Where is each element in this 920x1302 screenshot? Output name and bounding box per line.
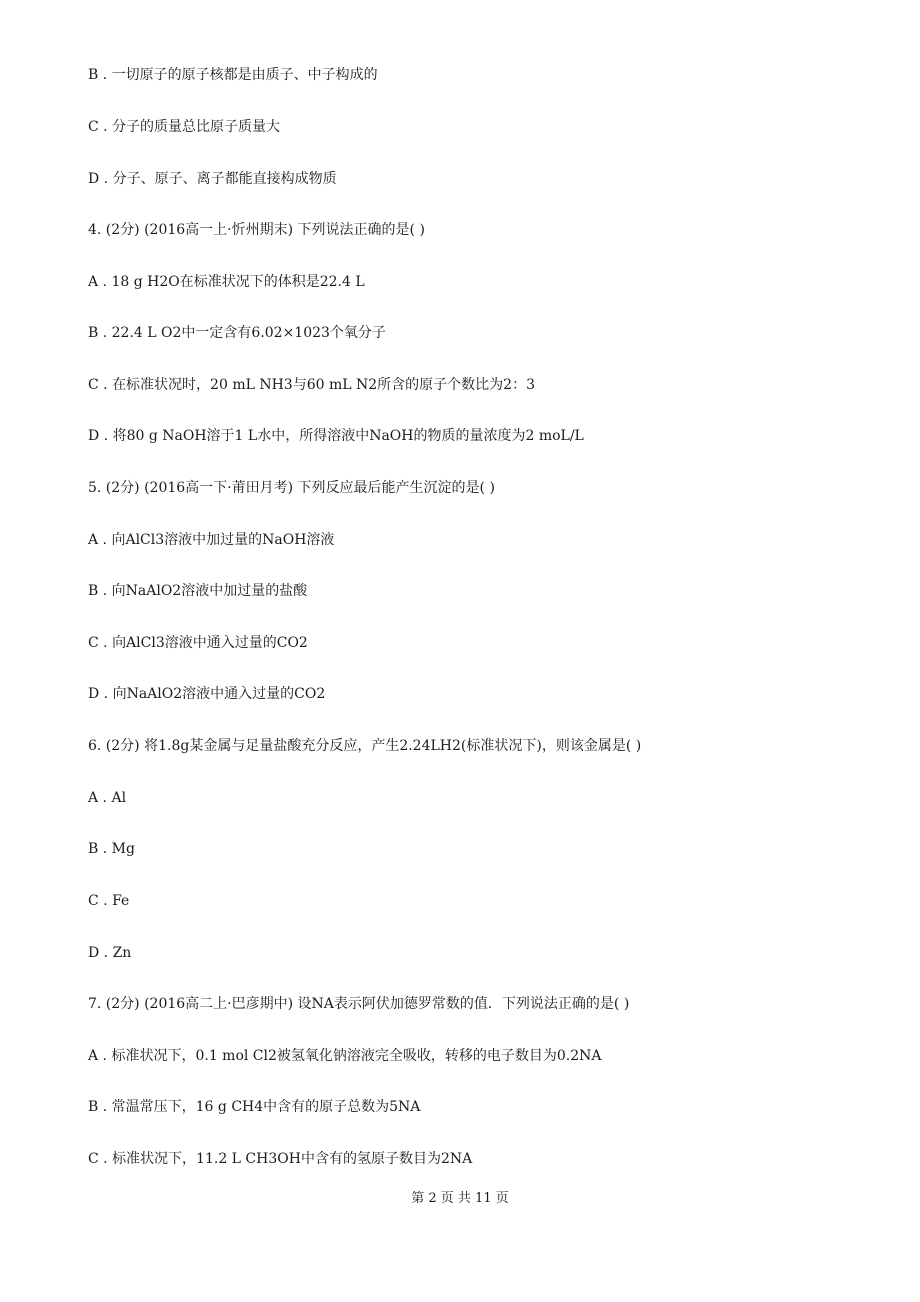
option-d-q3: D . 分子、原子、离子都能直接构成物质 xyxy=(88,171,337,187)
option-d-q4: D . 将80 g NaOH溶于1 L水中，所得溶液中NaOH的物质的量浓度为2 moL/L xyxy=(88,428,584,444)
option-a-q4: A . 18 g H2O在标准状况下的体积是22.4 L xyxy=(88,274,365,290)
option-c-q6: C . Fe xyxy=(88,893,130,909)
question-7: 7. (2分) (2016高二上·巴彦期中) 设NA表示阿伏加德罗常数的值．下列说法正确的是( ) xyxy=(88,996,630,1012)
option-c-q3: C . 分子的质量总比原子质量大 xyxy=(88,119,281,135)
option-b-q5: B . 向NaAlO2溶液中加过量的盐酸 xyxy=(88,583,308,599)
option-a-q7: A . 标准状况下，0.1 mol Cl2被氢氧化钠溶液完全吸收，转移的电子数目为0.2NA xyxy=(88,1048,602,1064)
option-a-q5: A . 向AlCl3溶液中加过量的NaOH溶液 xyxy=(88,532,335,548)
question-5: 5. (2分) (2016高一下·莆田月考) 下列反应最后能产生沉淀的是( ) xyxy=(88,480,495,496)
option-c-q4: C . 在标准状况时，20 mL NH3与60 mL N2所含的原子个数比为2：3 xyxy=(88,377,535,393)
page-footer: 第 2 页 共 11 页 xyxy=(411,1191,509,1206)
option-b-q7: B . 常温常压下，16 g CH4中含有的原子总数为5NA xyxy=(88,1099,421,1115)
question-6: 6. (2分) 将1.8g某金属与足量盐酸充分反应，产生2.24LH2(标准状况下)，则该金属是( ) xyxy=(88,738,642,754)
option-b-q4: B . 22.4 L O2中一定含有6.02×1023个氧分子 xyxy=(88,325,386,341)
option-c-q7: C . 标准状况下，11.2 L CH3OH中含有的氢原子数目为2NA xyxy=(88,1151,473,1167)
option-b-q3: B . 一切原子的原子核都是由质子、中子构成的 xyxy=(88,67,378,83)
option-b-q6: B . Mg xyxy=(88,841,135,857)
question-4: 4. (2分) (2016高一上·忻州期末) 下列说法正确的是( ) xyxy=(88,222,425,238)
option-c-q5: C . 向AlCl3溶液中通入过量的CO2 xyxy=(88,635,308,651)
option-a-q6: A . Al xyxy=(88,790,127,806)
option-d-q6: D . Zn xyxy=(88,945,132,961)
option-d-q5: D . 向NaAlO2溶液中通入过量的CO2 xyxy=(88,686,326,702)
